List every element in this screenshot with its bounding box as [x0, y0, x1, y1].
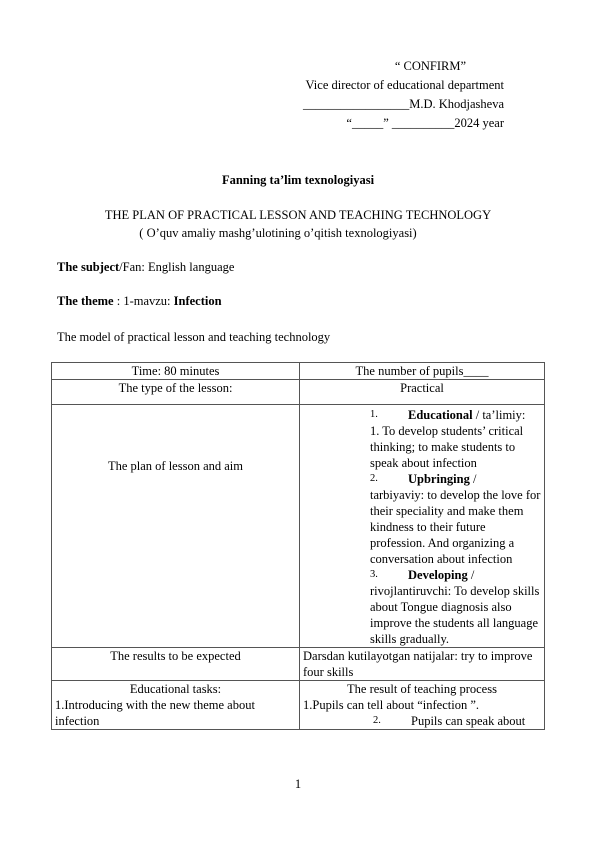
table-row [52, 380, 545, 405]
results-value-cell: Darsdan kutilayotgan natijalar: try to improve four skills [300, 648, 545, 681]
confirm-block [303, 57, 504, 133]
confirm-line-signature: _________________M.D. Khodjasheva [302, 97, 504, 111]
theme-line: The theme : 1-mavzu: Infection [57, 294, 222, 308]
en-title: THE PLAN OF PRACTICAL LESSON AND TEACHING TECHNOLOGY [104, 208, 492, 222]
confirm-line-position: Vice director of educational department [305, 78, 504, 92]
table-row [52, 405, 545, 648]
aim-item: 2. Upbringing / tarbiyaviy: to develop the love for their speciality and make them kindness to their future profession. And organizing a conversation about infection [370, 472, 541, 566]
pupils-cell: The number of pupils____ [300, 363, 545, 380]
process-cell: The result of teaching process 1.Pupils can tell about “infection ”. 2. Pupils can speak about [300, 681, 545, 730]
aim-item: 3. Developing / rivojlantiruvchi: To develop skills about Tongue diagnosis also improve the students all language skills gradually. [370, 568, 540, 646]
type-value-cell: Practical [300, 380, 545, 405]
lesson-table [51, 362, 545, 730]
confirm-line-date: “_____” __________2024 year [346, 116, 504, 130]
time-cell: Time: 80 minutes [52, 363, 300, 380]
page-number: 1 [294, 777, 302, 791]
plan-label-cell: The plan of lesson and aim [52, 405, 300, 648]
confirm-title: “ CONFIRM” [394, 59, 466, 73]
table-row [52, 681, 545, 730]
subject-line: The subject/Fan: English language [57, 260, 235, 274]
tasks-cell: Educational tasks: 1.Introducing with the new theme about infection [52, 681, 300, 730]
type-label-cell: The type of the lesson: [52, 380, 300, 405]
aim-item: 1. Educational / ta’limiy: 1. To develop students’ critical thinking; to make students to speak about infection [370, 408, 526, 470]
results-label-cell: The results to be expected [52, 648, 300, 681]
table-row [52, 363, 545, 380]
uz-title: Fanning ta’lim texnologiyasi [221, 173, 375, 187]
table-row [52, 648, 545, 681]
aims-cell [300, 405, 545, 648]
uz-subtitle: ( O’quv amaliy mashg’ulotining o’qitish texnologiyasi) [139, 226, 417, 240]
model-text: The model of practical lesson and teaching technology [57, 330, 331, 344]
